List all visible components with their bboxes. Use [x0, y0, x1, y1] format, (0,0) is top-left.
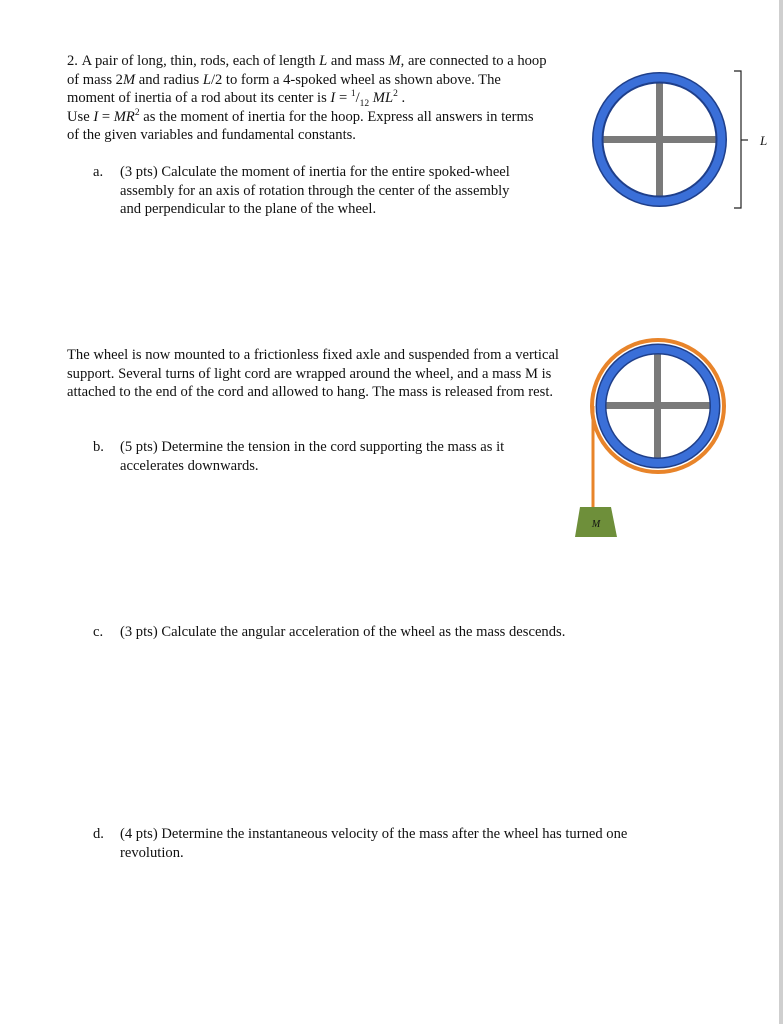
part-b	[93, 438, 549, 475]
dimension-bracket	[734, 71, 741, 208]
intro-text: 2. A pair of long, thin, rods, each of length L and mass M, are connected to a hoop of mass 2M and radius L/2 to form a 4-spoked wheel as shown above. The moment of inertia of a rod about its center is $I = ^1/_{12}$ $ML^2$ . Use $I = MR^2$ as the moment of inertia for the hoop. Express all answers in terms of the given variables and fundamental constants.	[67, 53, 547, 144]
part-a-text: (3 pts) Calculate the moment of inertia for the entire spoked-wheel assembly for an axis of rotation through the center of the assembly and perpendicular to the plane of the wheel.	[120, 164, 510, 218]
part-c-text: (3 pts) Calculate the angular acceleration of the wheel as the mass descends.	[120, 624, 566, 640]
part-d	[93, 825, 693, 862]
setup-text: The wheel is now mounted to a frictionless fixed axle and suspended from a vertical support. Several turns of light cord are wrapped around the wheel, and a mass M is attached to the end of the cord and allowed to hang. The mass is released from rest.	[67, 347, 559, 401]
part-d-text: (4 pts) Determine the instantaneous velocity of the mass after the wheel has turned one revolution.	[120, 826, 628, 861]
problem-number: 2.	[67, 53, 78, 69]
horizontal-spoke	[602, 136, 718, 143]
part-b-label: b.	[93, 439, 104, 455]
horizontal-spoke-2	[602, 402, 712, 409]
part-a	[93, 163, 533, 219]
part-a-label: a.	[93, 164, 104, 180]
figure-spoked-wheel	[580, 60, 780, 220]
mass-label: M	[591, 519, 601, 530]
part-c	[93, 623, 653, 642]
figure-wheel-with-mass	[570, 340, 740, 545]
part-d-label: d.	[93, 826, 104, 842]
problem-intro	[67, 52, 547, 145]
part-c-label: c.	[93, 624, 104, 640]
dimension-label: L	[760, 133, 768, 148]
setup-paragraph	[67, 346, 559, 402]
part-b-text: (5 pts) Determine the tension in the cord supporting the mass as it accelerates downwards.	[120, 439, 505, 474]
